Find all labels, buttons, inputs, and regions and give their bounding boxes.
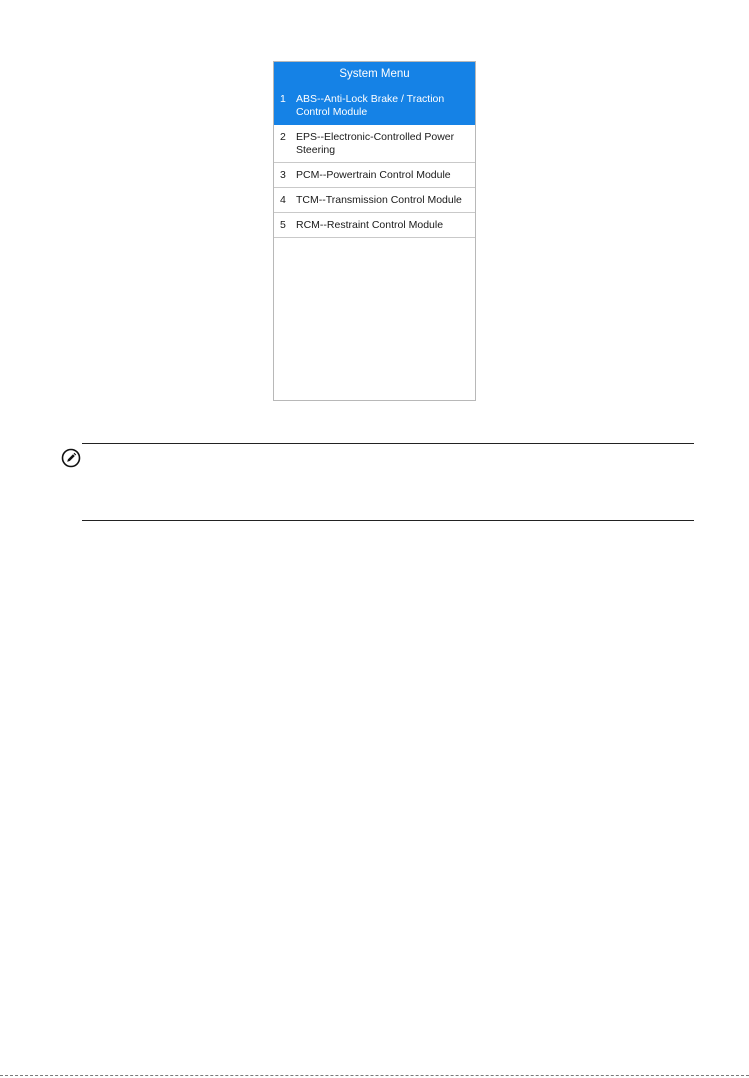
menu-item-label: PCM--Powertrain Control Module bbox=[296, 168, 451, 181]
menu-item-eps[interactable] bbox=[274, 125, 475, 163]
menu-item-label: RCM--Restraint Control Module bbox=[296, 218, 444, 231]
menu-item-index: 4 bbox=[280, 193, 286, 206]
menu-item-index: 5 bbox=[280, 218, 286, 231]
menu-item-abs[interactable] bbox=[274, 87, 475, 125]
menu-item-label: EPS--Electronic-Controlled Power Steering bbox=[296, 130, 455, 156]
system-menu-list bbox=[274, 87, 475, 238]
menu-item-index: 1 bbox=[280, 93, 286, 105]
menu-item-pcm[interactable] bbox=[274, 163, 475, 188]
page-footer-divider bbox=[0, 1075, 749, 1076]
note-top-rule bbox=[82, 443, 694, 444]
system-menu-title: System Menu bbox=[274, 62, 475, 87]
menu-item-label: ABS--Anti-Lock Brake / Traction Control Module bbox=[296, 92, 445, 118]
note-bottom-rule bbox=[82, 520, 694, 521]
menu-item-rcm[interactable] bbox=[274, 213, 475, 238]
system-menu-screen bbox=[273, 61, 476, 401]
menu-item-index: 2 bbox=[280, 131, 286, 143]
menu-item-label: TCM--Transmission Control Module bbox=[296, 193, 462, 206]
pencil-note-icon bbox=[61, 448, 81, 468]
menu-item-tcm[interactable] bbox=[274, 188, 475, 213]
menu-item-index: 3 bbox=[280, 168, 286, 181]
